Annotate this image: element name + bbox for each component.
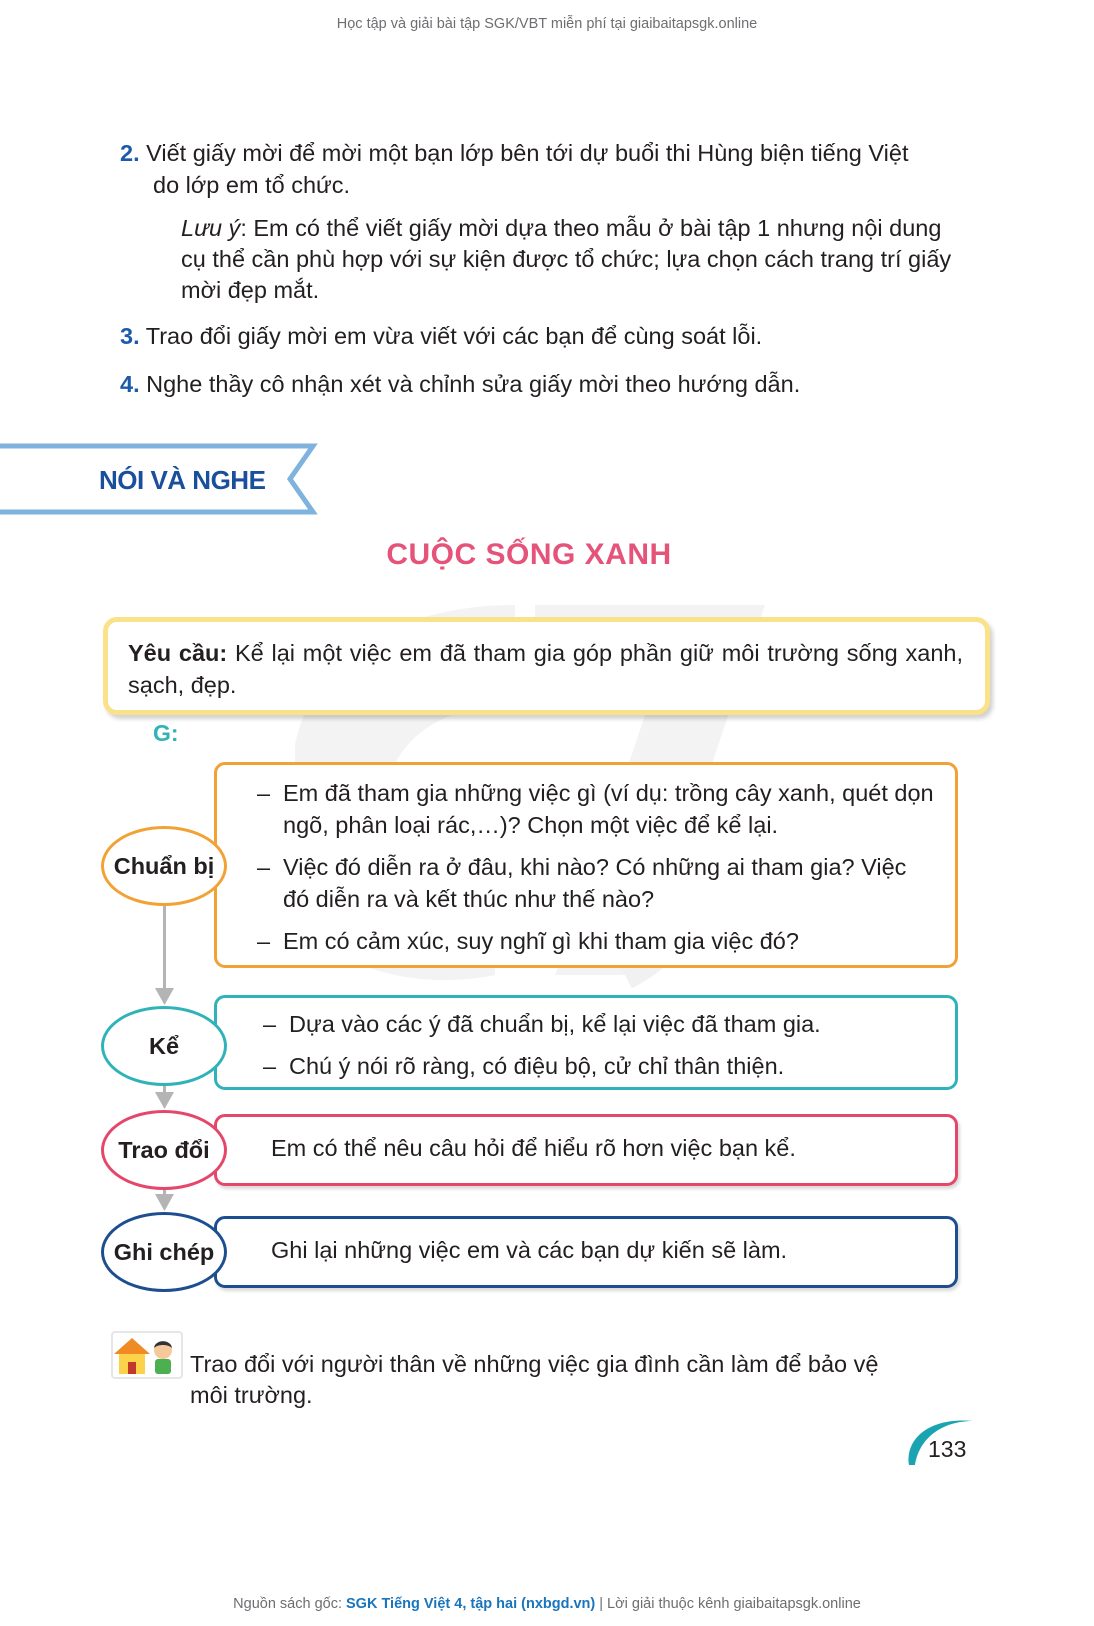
step-note-text: Ghi lại những việc em và các bạn dự kiến sẽ làm. [271,1237,788,1263]
flow-arrowhead [155,1092,175,1110]
step-item-text: Dựa vào các ý đã chuẩn bị, kể lại việc đã tham gia. [289,1011,821,1037]
flow-arrowhead [155,1194,175,1212]
requirement-box [103,617,990,715]
footer-source-link[interactable]: SGK Tiếng Việt 4, tập hai (nxbgd.vn) [346,1596,596,1612]
exercise-text: Trao đổi giấy mời em vừa viết với các bạn để cùng soát lỗi. [145,323,763,349]
section-banner-label: NÓI VÀ NGHE [99,465,266,495]
step-discuss-box [214,1114,958,1186]
step-tell-item: – Chú ý nói rõ ràng, có điệu bộ, cử chỉ thân thiện. [263,1053,785,1079]
page-footer [0,1596,1094,1612]
step-note-oval: Ghi chép [101,1212,227,1292]
page-number: 133 [928,1436,967,1462]
guide-label: G: [153,720,179,746]
step-item-text: Em đã tham gia những việc gì (ví dụ: trồng cây xanh, quét dọn ngõ, phân loại rác,…)? Chọn một việc để kể lại. [283,780,934,838]
exercise-2 [120,137,908,169]
exercise-number: 3. [120,323,140,349]
step-note-box [214,1216,958,1288]
footer-prefix: Nguồn sách gốc: [233,1596,347,1612]
exercise-4 [120,368,800,400]
section-title: CUỘC SỐNG XANH [386,538,672,571]
step-discuss-text: Em có thể nêu câu hỏi để hiểu rõ hơn việc bạn kể. [271,1135,796,1161]
flow-connector [163,906,166,994]
footer-suffix: | Lời giải thuộc kênh giaibaitapsgk.online [595,1596,861,1612]
exercise-3 [120,320,762,352]
step-prepare-item: – Việc đó diễn ra ở đâu, khi nào? Có những ai tham gia? Việc đó diễn ra và kết thúc như thế nào? [257,854,907,912]
step-tell-item: – Dựa vào các ý đã chuẩn bị, kể lại việc đã tham gia. [263,1011,821,1037]
home-activity-line-1: Trao đổi với người thân về những việc gia đình cần làm để bảo vệ [190,1351,879,1377]
step-prepare-item: – Em đã tham gia những việc gì (ví dụ: trồng cây xanh, quét dọn ngõ, phân loại rác,…)? Chọn một việc để kể lại. [257,780,934,838]
step-item-text: Việc đó diễn ra ở đâu, khi nào? Có những ai tham gia? Việc đó diễn ra và kết thúc như thế nào? [283,854,907,912]
note-line-1 [181,212,941,244]
note-label: Lưu ý [181,215,241,241]
step-prepare-oval: Chuẩn bị [101,826,227,906]
step-item-text: Em có cảm xúc, suy nghĩ gì khi tham gia việc đó? [283,928,799,954]
exercise-number: 4. [120,371,140,397]
note-line-2: cụ thể cần phù hợp với sự kiện được tổ chức; lựa chọn cách trang trí giấy [181,246,952,272]
step-item-text: Chú ý nói rõ ràng, có điệu bộ, cử chỉ thân thiện. [289,1053,785,1079]
exercise-text: Viết giấy mời để mời một bạn lớp bên tới dự buổi thi Hùng biện tiếng Việt [146,140,909,166]
note-line-3: mời đẹp mắt. [181,277,320,303]
exercise-number: 2. [120,140,140,166]
step-tell-box [214,995,958,1090]
requirement-text: Kể lại một việc em đã tham gia góp phần giữ môi trường sống xanh, sạch, đẹp. [128,640,963,698]
page-header: Học tập và giải bài tập SGK/VBT miễn phí tại giaibaitapsgk.online [336,16,758,32]
requirement-label: Yêu cầu: [128,640,228,666]
exercise-text: Nghe thầy cô nhận xét và chỉnh sửa giấy mời theo hướng dẫn. [146,371,801,397]
home-activity-icon [110,1330,184,1380]
step-discuss-oval: Trao đổi [101,1110,227,1190]
step-prepare-item: – Em có cảm xúc, suy nghĩ gì khi tham gia việc đó? [257,928,799,954]
exercise-2-continuation: do lớp em tổ chức. [153,172,351,198]
step-tell-oval: Kể [101,1006,227,1086]
step-prepare-box [214,762,958,968]
home-activity-line-2: môi trường. [190,1382,313,1408]
note-text: : Em có thể viết giấy mời dựa theo mẫu ở bài tập 1 nhưng nội dung [240,215,942,241]
flow-arrowhead [155,988,175,1006]
